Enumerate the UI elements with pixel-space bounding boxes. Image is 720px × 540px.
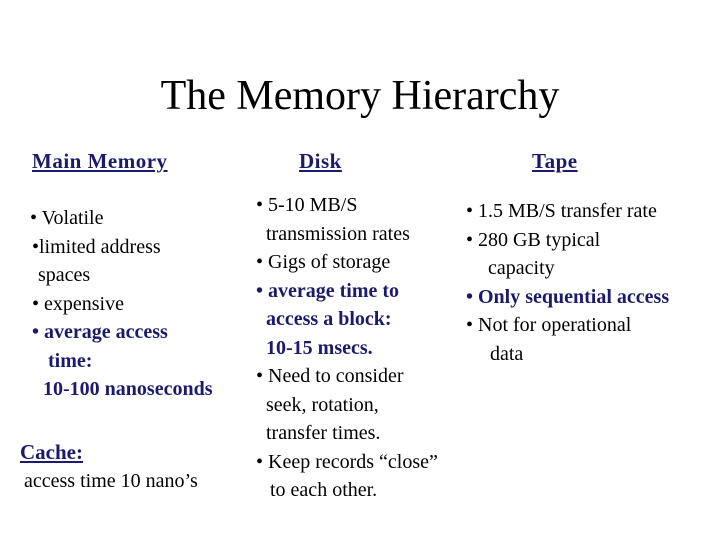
- heading-tape: Tape: [532, 149, 578, 173]
- disk-column: [254, 191, 438, 505]
- heading-disk: Disk: [299, 149, 342, 173]
- disk-item-average-time: • average time to: [256, 279, 400, 302]
- heading-main-memory: Main Memory: [32, 149, 168, 173]
- tape-item-sequential-access: • Only sequential access: [466, 285, 670, 308]
- tape-column: [462, 197, 669, 368]
- disk-item-transmission-rates: transmission rates: [266, 222, 410, 245]
- disk-item-transfer-times: transfer times.: [266, 422, 381, 444]
- tape-item-transfer-rate: • 1.5 MB/S transfer rate: [466, 200, 657, 222]
- main-memory-item-volatile: • Volatile: [30, 207, 104, 229]
- cache-block: [20, 438, 198, 495]
- cache-heading: Cache:: [20, 440, 83, 464]
- disk-item-access-block: access a block:: [266, 308, 392, 330]
- main-memory-item-nanoseconds: 10-100 nanoseconds: [43, 378, 213, 400]
- disk-item-storage: • Gigs of storage: [256, 251, 391, 273]
- disk-item-each-other: to each other.: [270, 479, 378, 501]
- tape-item-not-operational: • Not for operational: [466, 314, 632, 336]
- main-memory-item-spaces: spaces: [38, 264, 91, 286]
- disk-item-seek-rotation: seek, rotation,: [266, 393, 379, 416]
- tape-item-typical: • 280 GB typical: [466, 228, 601, 251]
- main-memory-item-average-access: • average access: [32, 321, 168, 343]
- disk-item-msecs: 10-15 msecs.: [266, 336, 373, 359]
- disk-item-need-to-consider: • Need to consider: [256, 365, 404, 387]
- main-memory-item-time: time:: [48, 349, 93, 372]
- cache-access-time: access time 10 nano’s: [24, 469, 198, 492]
- main-memory-item-limited-address: •limited address: [32, 235, 161, 258]
- tape-item-capacity: capacity: [488, 257, 555, 279]
- main-memory-item-expensive: • expensive: [32, 292, 124, 315]
- tape-item-data: data: [490, 342, 524, 365]
- disk-item-keep-records: • Keep records “close”: [256, 450, 438, 473]
- disk-item-transfer-rate: • 5-10 MB/S: [256, 194, 358, 216]
- slide-title: The Memory Hierarchy: [160, 73, 560, 119]
- main-memory-column: [26, 204, 212, 404]
